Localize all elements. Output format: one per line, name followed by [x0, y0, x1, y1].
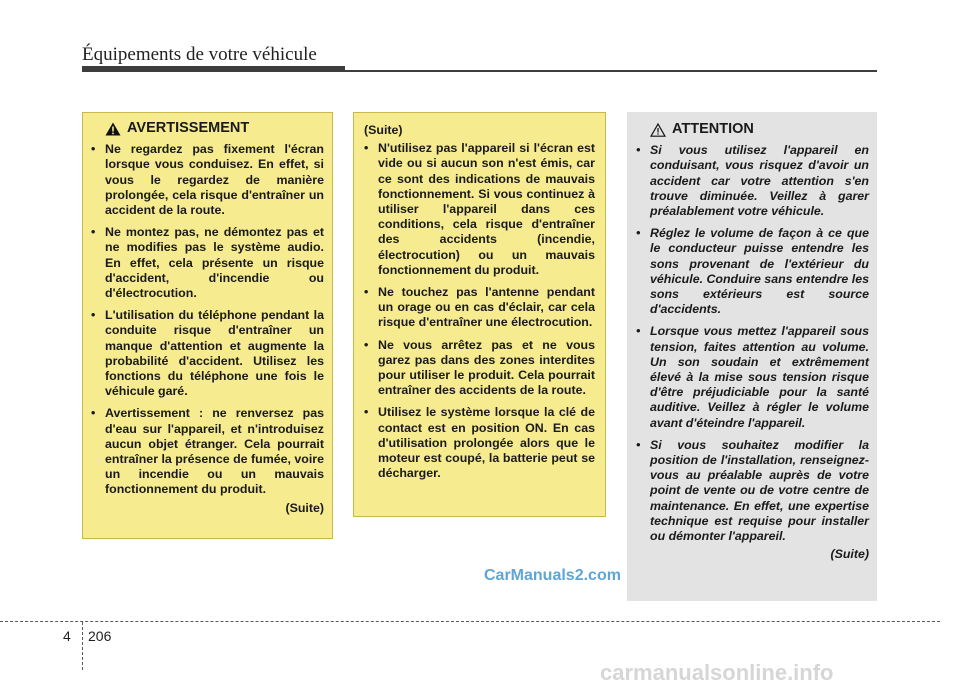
header-rule [345, 70, 877, 72]
suite-label: (Suite) [285, 500, 324, 515]
warning-heading-text: AVERTISSEMENT [127, 120, 250, 136]
list-item: • L'utilisation du téléphone pendant la conduite risque d'entraîner un manque d'attention et augmente la probabilité d'accident. Utilisez les fonctions du téléphone une fois le véhicule garé. [91, 308, 324, 399]
list-item: • Ne vous arrêtez pas et ne vous garez pas dans des zones interdites pour utiliser le produit. Cela pourrait entraîner des accidents de la route. [364, 338, 595, 399]
warning-heading [91, 121, 324, 136]
watermark-link[interactable]: CarManuals2.com [484, 567, 621, 584]
list-item: • Ne touchez pas l'antenne pendant un orage ou en cas d'éclair, car cela risque d'entraîner une électrocution. [364, 285, 595, 331]
warning-list [91, 142, 324, 497]
attention-list [636, 143, 869, 544]
warning-triangle-icon [105, 122, 121, 136]
suite-label: (Suite) [830, 547, 869, 562]
attention-heading-text: ATTENTION [672, 121, 754, 137]
warning-continued-list [364, 141, 595, 481]
chapter-number: 4 [63, 628, 71, 644]
warning-box [82, 112, 333, 539]
list-item: • Ne regardez pas fixement l'écran lorsque vous conduisez. En effet, si vous le regardez de manière prolongée, cela risque d'entraîner un accident de la route. [91, 142, 324, 218]
list-item: • N'utilisez pas l'appareil si l'écran est vide ou si aucun son n'est émis, car ce sont des indications de mauvais fonctionnement. Si vous continuez à utiliser l'appareil dans ces conditions, cela risque d'entraîner des accidents (incendie, électrocution) ou un mauvais fonctionnement du produit. [364, 141, 595, 278]
list-item: • Réglez le volume de façon à ce que le conducteur puisse entendre les sons provenant de l'extérieur du véhicule. Conduire sans entendre les sons extérieurs est source d'accidents. [636, 226, 869, 317]
suite-label: (Suite) [364, 123, 403, 137]
footer-divider [0, 621, 940, 622]
footer-page-divider [82, 622, 83, 670]
header-title: Équipements de votre véhicule [82, 44, 317, 65]
site-watermark: carmanualsonline.info [600, 660, 834, 685]
header-bar [82, 66, 345, 72]
attention-box [627, 112, 877, 601]
attention-heading [636, 122, 869, 137]
list-item: • Si vous souhaitez modifier la position de l'installation, renseignez-vous au préalable auprès de votre point de vente ou de votre centre de maintenance. En effet, une expertise technique est requise pour installer ou démonter l'appareil. [636, 438, 869, 544]
list-item: • Avertissement : ne renversez pas d'eau sur l'appareil, et n'introduisez aucun objet étranger. Cela pourrait entraîner la présence de fumée, voire un incendie ou un mauvais fonctionnement du produit. [91, 406, 324, 497]
warning-continued-box [353, 112, 606, 517]
list-item: • Ne montez pas, ne démontez pas et ne modifies pas le système audio. En effet, cela présente un risque d'accident, d'incendie ou d'électrocution. [91, 225, 324, 301]
caution-triangle-icon [650, 123, 666, 137]
page-number: 206 [88, 628, 112, 644]
list-item: • Lorsque vous mettez l'appareil sous tension, faites attention au volume. Un son soudain et extrêmement élevé à la mise sous tension risque d'être préjudiciable pour la santé auditive. Veillez à régler le volume avant d'éteindre l'appareil. [636, 324, 869, 430]
list-item: • Si vous utilisez l'appareil en conduisant, vous risquez d'avoir un accident car votre attention s'en trouve diminuée. Veillez à garer préalablement votre véhicule. [636, 143, 869, 219]
list-item: • Utilisez le système lorsque la clé de contact est en position ON. En cas d'utilisation prolongée alors que le moteur est coupé, la batterie peut se décharger. [364, 405, 595, 481]
